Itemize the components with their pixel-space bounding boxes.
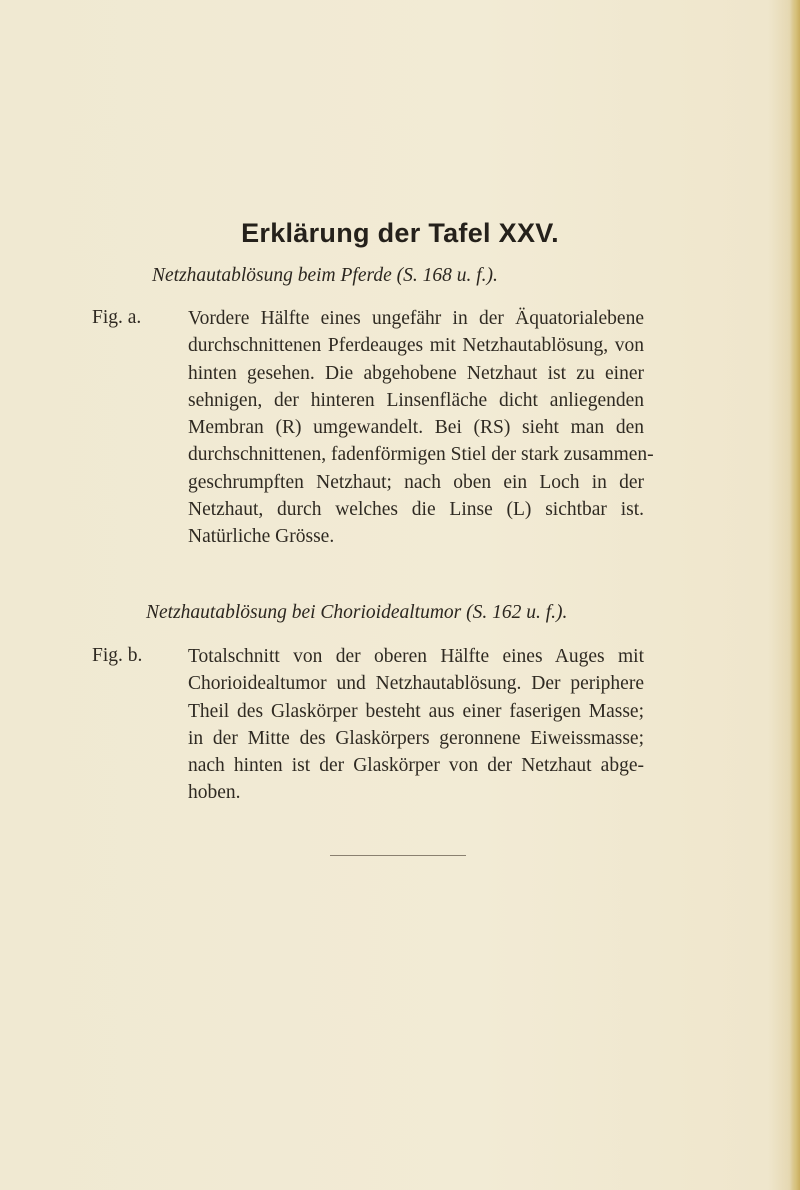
- fig-b-line: hoben.: [188, 782, 241, 804]
- fig-a-line: Netzhaut, durch welches die Linse (L) sichtbar ist.: [188, 499, 644, 521]
- fig-a-line: geschrumpften Netzhaut; nach oben ein Loch in der: [188, 471, 644, 493]
- fig-a-label: Fig. a.: [92, 307, 142, 328]
- fig-a-line: durchschnittenen, fadenförmigen Stiel der stark zusammen-: [188, 444, 654, 466]
- fig-b-line: Theil des Glaskörper besteht aus einer faserigen Masse;: [188, 700, 644, 722]
- fig-a-line: Membran (R) umgewandelt. Bei (RS) sieht man den: [188, 417, 644, 439]
- closing-rule: [330, 855, 466, 856]
- fig-a-line: Natürliche Grösse.: [188, 526, 335, 548]
- section-b-subtitle: Netzhautablösung bei Chorioidealtumor (S. 162 u. f.).: [146, 602, 568, 623]
- fig-b-label: Fig. b.: [92, 645, 143, 666]
- fig-a-line: sehnigen, der hinteren Linsenfläche dicht anliegenden: [188, 389, 644, 411]
- section-a-subtitle: Netzhautablösung beim Pferde (S. 168 u. f.).: [152, 265, 498, 286]
- fig-b-line: Chorioidealtumor und Netzhautablösung. Der periphere: [188, 673, 644, 695]
- page-edge: [790, 0, 800, 1190]
- fig-a-description: [188, 305, 654, 551]
- fig-b-description: [188, 643, 644, 807]
- fig-b-line: Totalschnitt von der oberen Hälfte eines Auges mit: [188, 646, 644, 667]
- fig-b-line: nach hinten ist der Glaskörper von der Netzhaut abge-: [188, 755, 644, 777]
- fig-a-line: durchschnittenen Pferdeauges mit Netzhautablösung, von: [188, 335, 644, 357]
- fig-a-line: Vordere Hälfte eines ungefähr in der Äquatorialebene: [188, 308, 644, 329]
- plate-title: Erklärung der Tafel XXV.: [241, 218, 559, 248]
- fig-a-line: hinten gesehen. Die abgehobene Netzhaut ist zu einer: [188, 362, 644, 384]
- fig-b-line: in der Mitte des Glaskörpers geronnene Eiweissmasse;: [188, 727, 644, 749]
